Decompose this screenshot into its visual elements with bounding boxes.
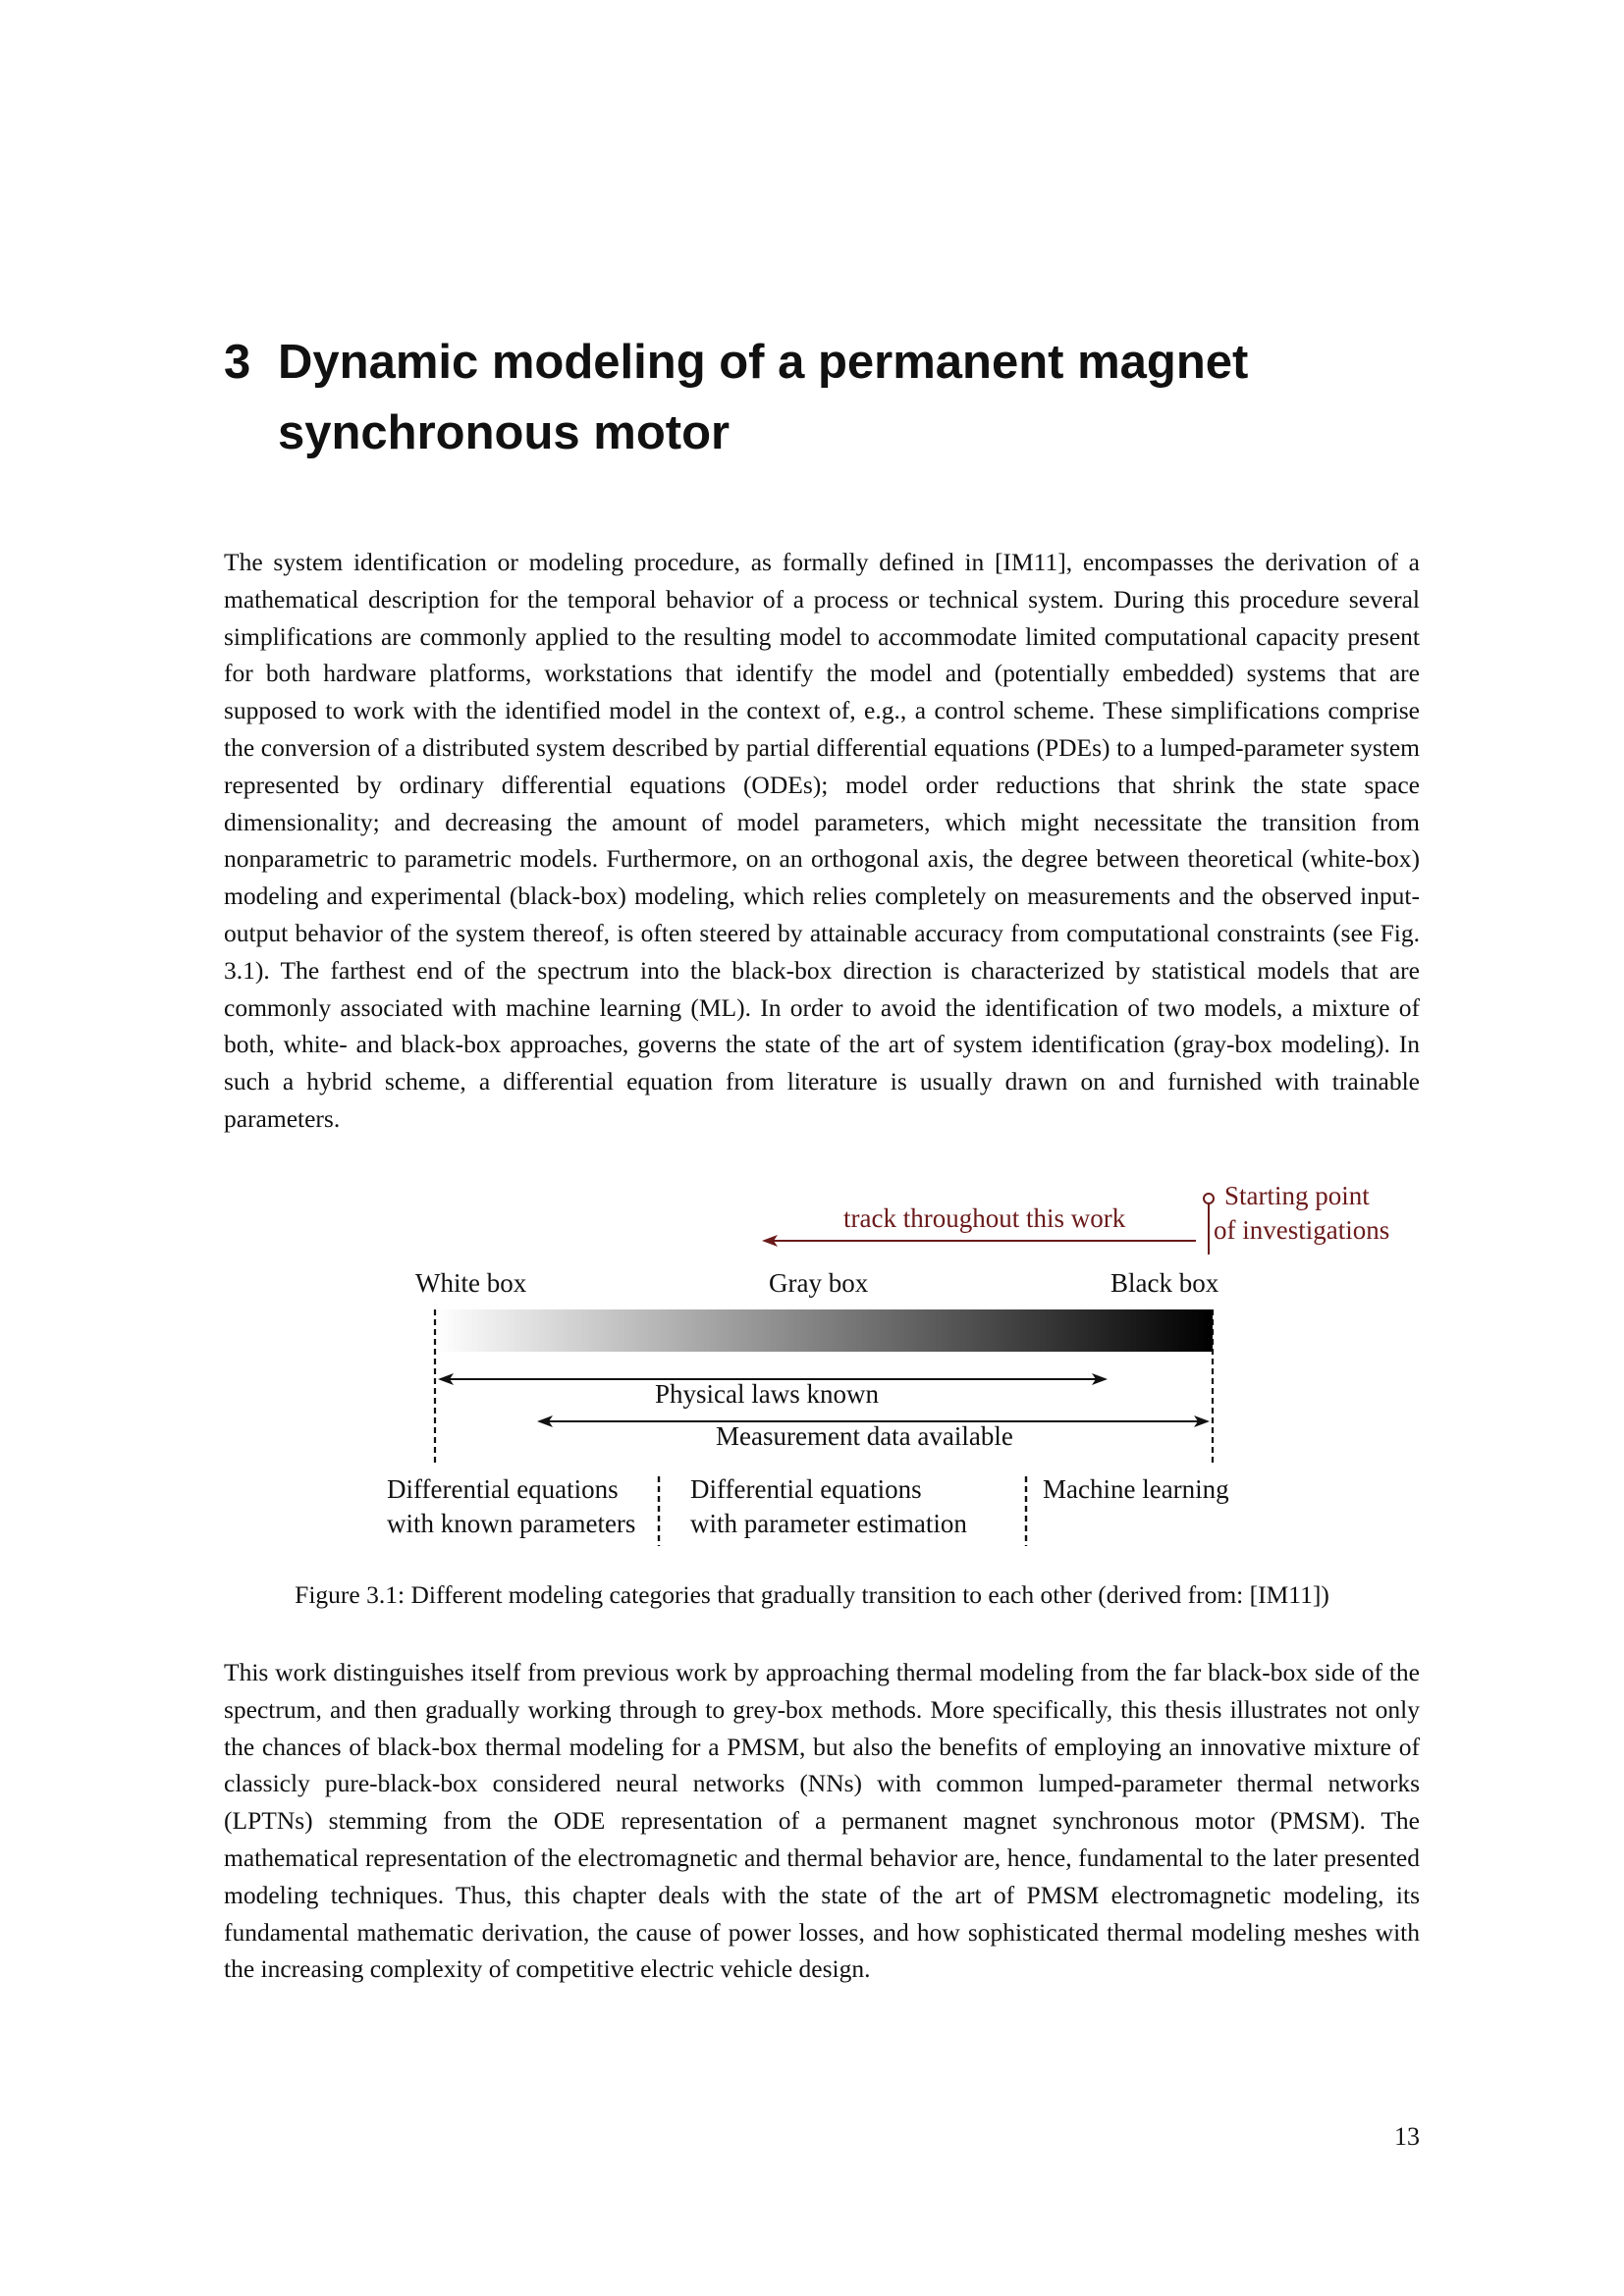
starting-point-label-1: Starting point (1224, 1181, 1370, 1210)
page-number: 13 (1394, 2122, 1420, 2151)
figure-modeling-spectrum (0, 1158, 1624, 1571)
category-2-line-1: Differential equations (690, 1474, 922, 1504)
white-to-black-gradient-bar (435, 1309, 1213, 1352)
gray-box-label: Gray box (769, 1268, 869, 1298)
track-label: track throughout this work (843, 1203, 1126, 1233)
physical-laws-label: Physical laws known (655, 1379, 879, 1409)
category-2-line-2: with parameter estimation (690, 1509, 967, 1538)
starting-point-marker (1204, 1194, 1214, 1203)
black-box-label: Black box (1110, 1268, 1219, 1298)
chapter-title: Dynamic modeling of a permanent magnet synchronous motor (278, 336, 1249, 459)
chapter-number: 3 (224, 336, 251, 389)
starting-point-label-2: of investigations (1214, 1215, 1390, 1245)
white-box-label: White box (415, 1268, 527, 1298)
chapter-heading (224, 327, 1451, 468)
measurement-data-label: Measurement data available (716, 1421, 1013, 1451)
category-1-line-1: Differential equations (387, 1474, 619, 1504)
intro-paragraph: The system identification or modeling procedure, as formally defined in [IM11], encompasses the derivation of a mathematical description for the temporal behavior of a process or technical system. During this procedure several simplifications are commonly applied to the resulting model to accommodate limited computational capacity present for both hardware platforms, workstations that identify the model and (potentially embedded) systems that are supposed to work with the identified model in the context of, e.g., a control scheme. These simplifications comprise the conversion of a distributed system described by partial differential equations (PDEs) to a lumped-parameter system represented by ordinary differential equations (ODEs); model order reductions that shrink the state space dimensionality; and decreasing the amount of model parameters, which might necessitate the transition from nonparametric to parametric models. Furthermore, on an orthogonal axis, the degree between theoretical (white-box) modeling and experimental (black-box) modeling, which relies completely on measurements and the observed input-output behavior of the system thereof, is often steered by attainable accuracy from computational constraints (see Fig. 3.1). The farthest end of the spectrum into the black-box direction is characterized by statistical models that are commonly associated with machine learning (ML). In order to avoid the identification of two models, a mixture of both, white- and black-box approaches, governs the state of the art of system identification (gray-box modeling). In such a hybrid scheme, a differential equation from literature is usually drawn on and furnished with trainable parameters. (224, 548, 1420, 1133)
category-1-line-2: with known parameters (387, 1509, 636, 1538)
second-paragraph: This work distinguishes itself from previous work by approaching thermal modeling from the far black-box side of the spectrum, and then gradually working through to grey-box methods. More specifically, this thesis illustrates not only the chances of black-box thermal modeling for a PMSM, but also the benefits of employing an innovative mixture of classicly pure-black-box considered neural networks (NNs) with common lumped-parameter thermal networks (LPTNs) stemming from the ODE representation of a permanent magnet synchronous motor (PMSM). The mathematical representation of the electromagnetic and thermal behavior are, hence, fundamental to the later presented modeling techniques. Thus, this chapter deals with the state of the art of PMSM electromagnetic modeling, its fundamental mathematic derivation, the cause of power losses, and how sophisticated thermal modeling meshes with the increasing complexity of competitive electric vehicle design. (224, 1658, 1420, 1984)
category-3-label: Machine learning (1043, 1474, 1229, 1504)
figure-caption: Figure 3.1: Different modeling categories that gradually transition to each other (derived from: [IM11]) (295, 1580, 1329, 1609)
